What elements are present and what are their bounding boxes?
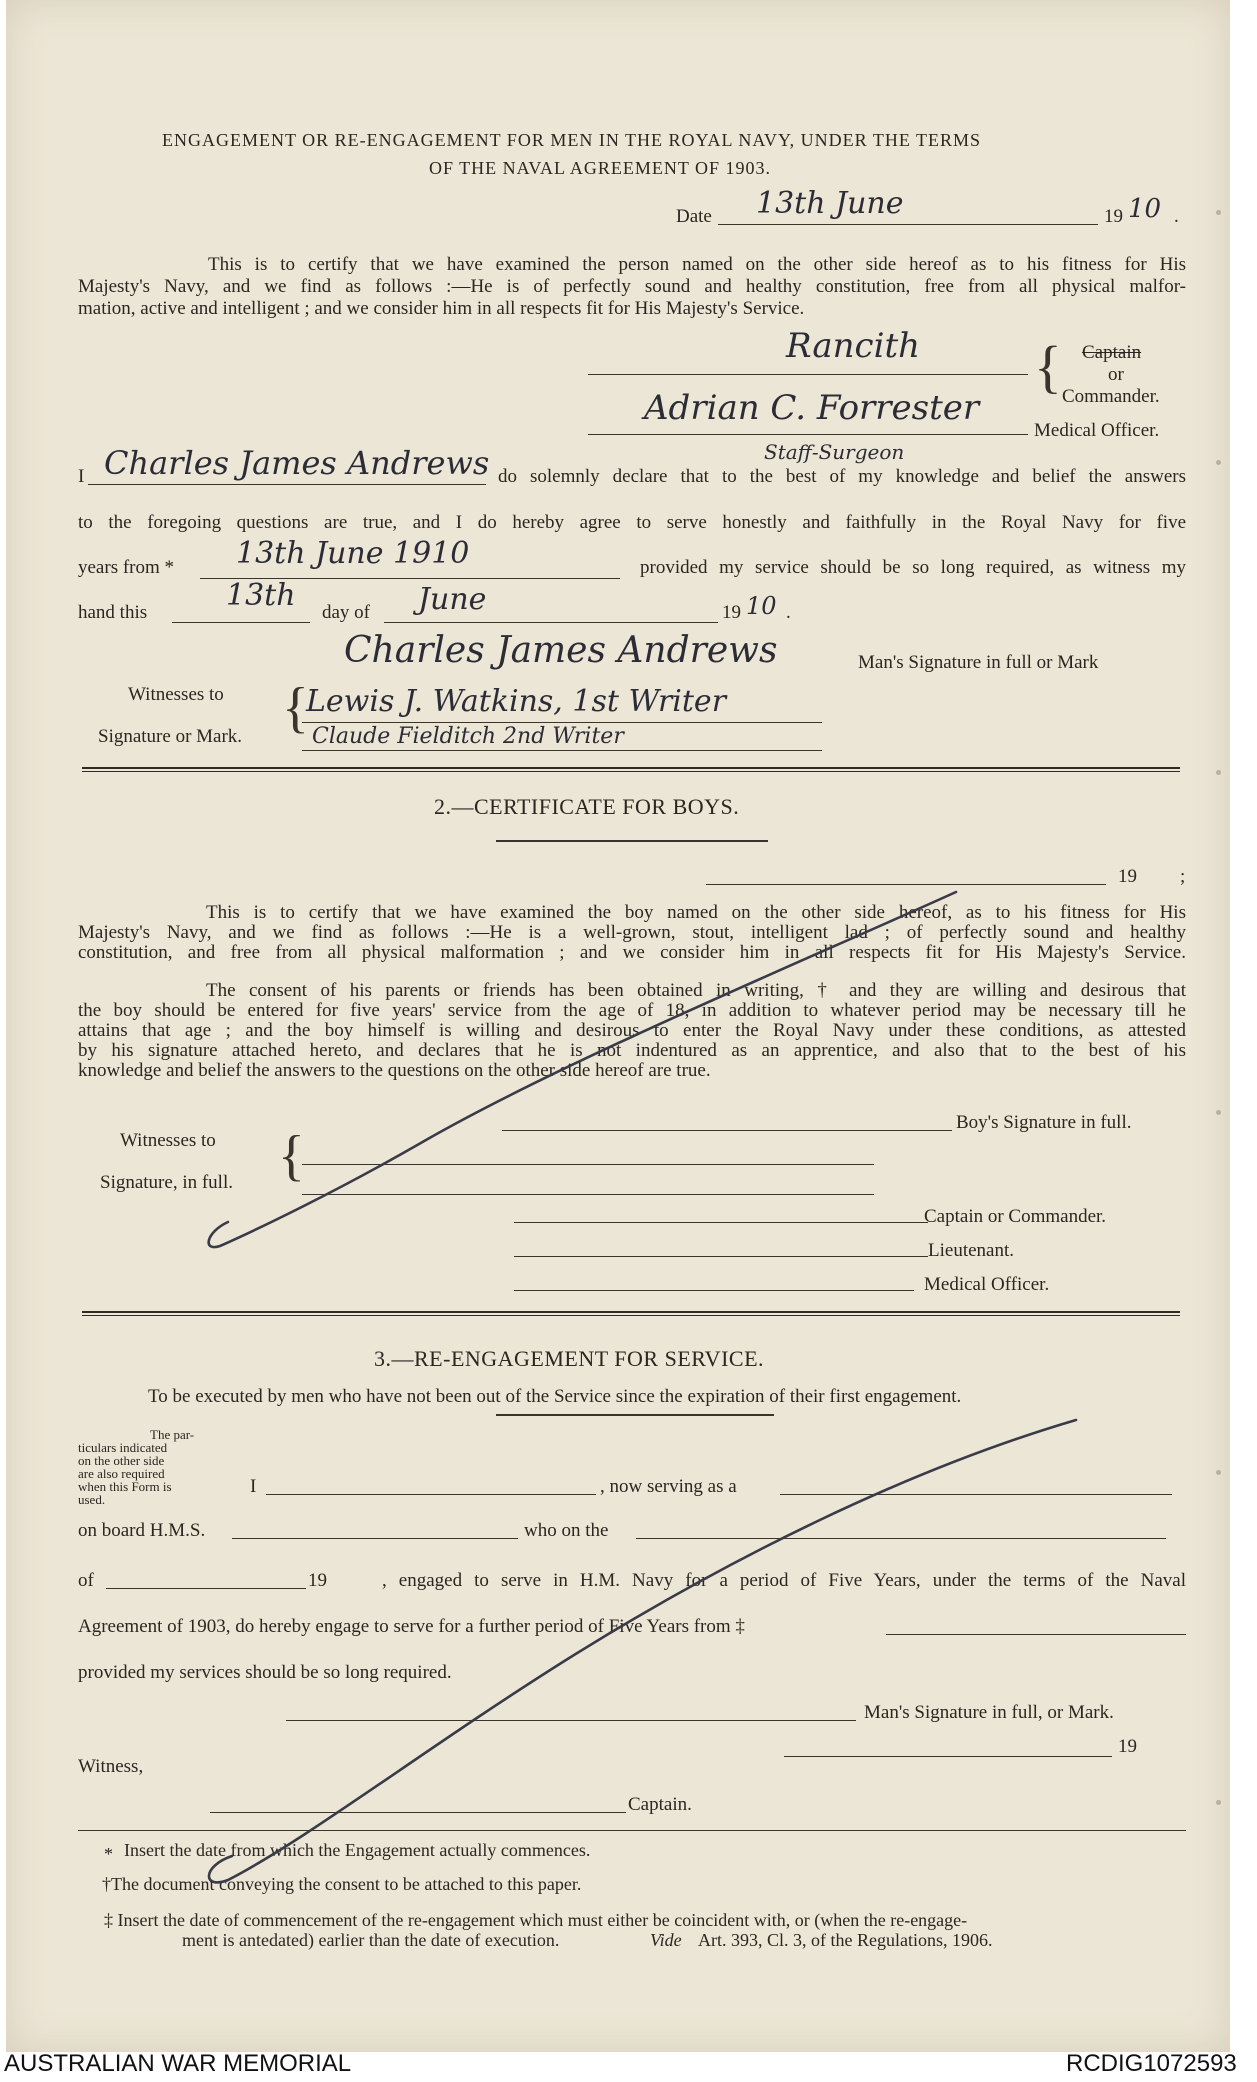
years-from-label: years from * (78, 557, 175, 578)
consent-line-5: knowledge and belief the answers to the questions on the other side hereof are true. (78, 1060, 711, 1081)
footer-record-id: RCDIG1072593 (1066, 2050, 1237, 2077)
date-label: Date (676, 206, 712, 227)
particulars-note-1: The par- (150, 1427, 195, 1442)
footnote-3-line-2a: ment is antedated) earlier than the date of execution. (182, 1930, 560, 1950)
consent-line-1: The consent of his parents or friends has been obtained in writing, † and they are willing and desirous that (206, 980, 1186, 1001)
section3-subtitle: To be executed by men who have not been out of the Service since the expiration of their first engagement. (148, 1386, 962, 1407)
now-serving-label: , now serving as a (600, 1476, 737, 1497)
punch-hole (1216, 1470, 1221, 1475)
date-year-hand: 10 (1128, 194, 1162, 224)
medical-officer-label: Medical Officer. (1034, 420, 1160, 441)
of-label: of (78, 1570, 94, 1591)
boys-witnesses-to-label: Witnesses to (120, 1130, 216, 1151)
declarant-name-hand: Charles James Andrews (104, 444, 490, 482)
certify-line-1: This is to certify that we have examined the person named on the other side hereof as to his fitness for His (208, 254, 1186, 275)
form-heading-line1: ENGAGEMENT OR RE-ENGAGEMENT FOR MEN IN THE ROYAL NAVY, UNDER THE TERMS (162, 130, 982, 150)
engaged-text: , engaged to serve in H.M. Navy for a period of Five Years, under the terms of the Naval (382, 1570, 1186, 1591)
section2-date-year: 19 (1118, 866, 1137, 887)
date-year-prefix: 19 (1104, 206, 1123, 227)
captain-label: Captain (1082, 342, 1142, 363)
reengage-date-year: 19 (1118, 1736, 1137, 1757)
punch-hole (1216, 1800, 1221, 1805)
who-on-the-label: who on the (524, 1520, 609, 1541)
day-of-label: day of (322, 602, 371, 623)
date-handwritten: 13th June (756, 186, 904, 221)
declaration-year-hand: 10 (746, 592, 777, 620)
years-from-hand: 13th June 1910 (236, 536, 470, 571)
punch-hole (1216, 210, 1221, 215)
boys-certify-line-3: constitution, and free from all physical malformation ; and we consider him in all respects fit for His Majesty's Service. (78, 942, 1186, 963)
commander-label: Commander. (1062, 386, 1160, 407)
section2-date-suffix: ; (1180, 866, 1186, 887)
declaration-i: I (78, 466, 85, 487)
consent-line-3: attains that age ; and the boy himself is willing and desirous to enter the Royal Navy under these conditions, as attested (78, 1020, 1186, 1041)
punch-hole (1216, 460, 1221, 465)
declaration-line-1-rest: do solemnly declare that to the best of my knowledge and belief the answers (498, 466, 1186, 487)
form-heading-line2: OF THE NAVAL AGREEMENT OF 1903. (429, 158, 772, 178)
particulars-note-6: used. (78, 1492, 106, 1507)
month-hand: June (418, 582, 487, 617)
on-board-label: on board H.M.S. (78, 1520, 206, 1541)
reengage-captain-label: Captain. (628, 1794, 692, 1815)
captain-or-commander-label: Captain or Commander. (924, 1206, 1107, 1227)
boys-signature-label: Boy's Signature in full. (956, 1112, 1132, 1133)
or-label: or (1108, 364, 1124, 385)
provided-services-text: provided my services should be so long required. (78, 1662, 452, 1683)
certify-line-3: mation, active and intelligent ; and we consider him in all respects fit for His Majesty's Service. (78, 298, 805, 319)
lieutenant-label: Lieutenant. (928, 1240, 1014, 1261)
mans-signature-label: Man's Signature in full or Mark (858, 652, 1099, 673)
section3-title: 3.—RE-ENGAGEMENT FOR SERVICE. (374, 1346, 765, 1371)
footer-archive-name: AUSTRALIAN WAR MEMORIAL (4, 2050, 352, 2077)
section2-cancel-stroke (209, 892, 956, 1247)
boys-signature-in-full-label: Signature, in full. (100, 1172, 233, 1193)
captain-signature-hand: Rancith (786, 326, 921, 366)
boys-certify-line-1: This is to certify that we have examined the boy named on the other side hereof, as to his fitness for His (206, 902, 1186, 923)
consent-line-2: the boy should be entered for five years' service from the age of 18, in addition to whatever period may be necessary till he (78, 1000, 1186, 1021)
reengage-i: I (250, 1476, 257, 1497)
cancellation-strokes (6, 0, 1230, 2052)
footnote-3-vide: Vide (650, 1930, 682, 1950)
declaration-year-prefix: 19 (722, 602, 741, 623)
reengage-mans-signature-label: Man's Signature in full, or Mark. (864, 1702, 1114, 1723)
section3-cancel-stroke (209, 1420, 1076, 1882)
provided-service-text: provided my service should be so long required, as witness my (640, 557, 1186, 578)
boys-certify-line-2: Majesty's Navy, and we find as follows :—He is a well-grown, stout, intelligent lad ; of perfectly sound and healthy (78, 922, 1186, 943)
declaration-year-suffix: . (786, 602, 791, 623)
footnote-1-mark: * (104, 1844, 113, 1864)
mans-signature-hand: Charles James Andrews (344, 630, 778, 671)
form-page (6, 0, 1230, 2052)
section2-title: 2.—CERTIFICATE FOR BOYS. (434, 794, 740, 819)
staff-surgeon-hand: Staff-Surgeon (764, 440, 905, 464)
witness-brace: { (282, 677, 309, 739)
date-suffix: . (1174, 206, 1179, 227)
footnote-2: †The document conveying the consent to be attached to this paper. (102, 1874, 582, 1894)
footnote-3-line-2b: Art. 393, Cl. 3, of the Regulations, 1906. (698, 1930, 993, 1950)
hand-this-day-hand: 13th (226, 578, 296, 613)
captain-commander-brace: { (1034, 334, 1062, 399)
footnote-1: Insert the date from which the Engagement actually commences. (124, 1840, 591, 1860)
witness-2-hand: Claude Fielditch 2nd Writer (312, 724, 624, 749)
of-year-19: 19 (308, 1570, 327, 1591)
particulars-note-5: when this Form is (78, 1479, 172, 1494)
particulars-note-4: are also required (78, 1466, 165, 1481)
punch-hole (1216, 770, 1221, 775)
consent-line-4: by his signature attached hereto, and declares that he is not indentured as an apprentice, and also that to the best of his (78, 1040, 1186, 1061)
signature-or-mark-label: Signature or Mark. (98, 726, 243, 747)
particulars-note-3: on the other side (78, 1453, 165, 1468)
boys-medical-officer-label: Medical Officer. (924, 1274, 1050, 1295)
medical-officer-hand: Adrian C. Forrester (644, 388, 980, 428)
witness-label: Witness, (78, 1756, 144, 1777)
particulars-note-2: ticulars indicated (78, 1440, 168, 1455)
boys-witness-brace: { (278, 1125, 305, 1187)
agreement-text: Agreement of 1903, do hereby engage to serve for a further period of Five Years from ‡ (78, 1616, 745, 1637)
declaration-line-2: to the foregoing questions are true, and I do hereby agree to serve honestly and faithfully in the Royal Navy for five (78, 512, 1186, 533)
footnote-3-line-1: ‡ Insert the date of commencement of the re-engagement which must either be coincident with, or (when the re-engage- (104, 1910, 968, 1930)
certify-line-2: Majesty's Navy, and we find as follows :—He is of perfectly sound and healthy constitution, free from all physical malfor- (78, 276, 1186, 297)
punch-hole (1216, 1110, 1221, 1115)
witnesses-to-label: Witnesses to (128, 684, 224, 705)
witness-1-hand: Lewis J. Watkins, 1st Writer (306, 684, 727, 719)
hand-this-label: hand this (78, 602, 148, 623)
